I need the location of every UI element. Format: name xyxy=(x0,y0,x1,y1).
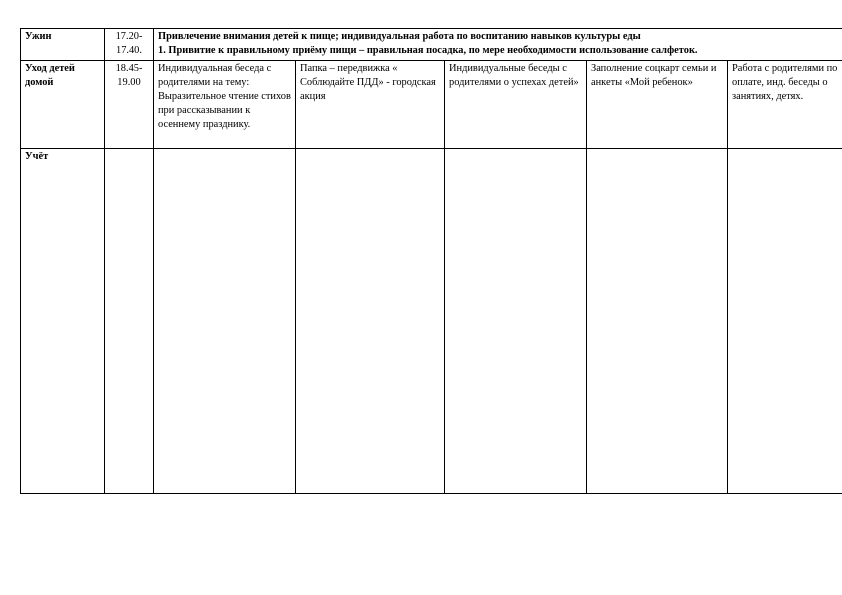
departure-label-line-1: Уход детей xyxy=(25,63,75,74)
dinner-activity-line-2: 1. Привитие к правильному приёму пищи – правильная посадка, по мере необходимости использование салфеток. xyxy=(158,45,698,56)
account-cell-4 xyxy=(587,149,728,494)
departure-cell-2: Папка – передвижка « Соблюдайте ПДД» - городская акция xyxy=(296,61,445,149)
account-cell-1 xyxy=(154,149,296,494)
dinner-activity-line-1: Привлечение внимания детей к пище; индивидуальная работа по воспитанию навыков культуры еды xyxy=(158,31,641,42)
departure-time-end: 19.00 xyxy=(117,77,141,88)
dinner-time xyxy=(105,29,154,61)
departure-cell-5: Работа с родителями по оплате, инд. беседы о занятиях, детях. xyxy=(728,61,842,149)
departure-time xyxy=(105,61,154,149)
departure-cell-3: Индивидуальные беседы с родителями о успехах детей» xyxy=(445,61,587,149)
account-cell-3 xyxy=(445,149,587,494)
departure-cell-1: Индивидуальная беседа с родителями на тему: Выразительное чтение стихов при рассказывании к осеннему празднику. xyxy=(154,61,296,149)
account-cell-5 xyxy=(728,149,842,494)
dinner-activities xyxy=(154,29,842,61)
account-cell-2 xyxy=(296,149,445,494)
dinner-time-end: 17.40. xyxy=(116,45,142,56)
departure-label xyxy=(21,61,105,149)
dinner-row xyxy=(21,29,842,61)
account-cell-time xyxy=(105,149,154,494)
departure-time-start: 18.45- xyxy=(115,63,143,74)
dinner-label: Ужин xyxy=(21,29,105,61)
schedule-table xyxy=(20,28,842,494)
account-label: Учёт xyxy=(21,149,105,494)
departure-row xyxy=(21,61,842,149)
departure-label-line-2: домой xyxy=(25,77,54,88)
dinner-time-start: 17.20- xyxy=(115,31,143,42)
departure-cell-4: Заполнение соцкарт семьи и анкеты «Мой ребенок» xyxy=(587,61,728,149)
account-row xyxy=(21,149,842,494)
